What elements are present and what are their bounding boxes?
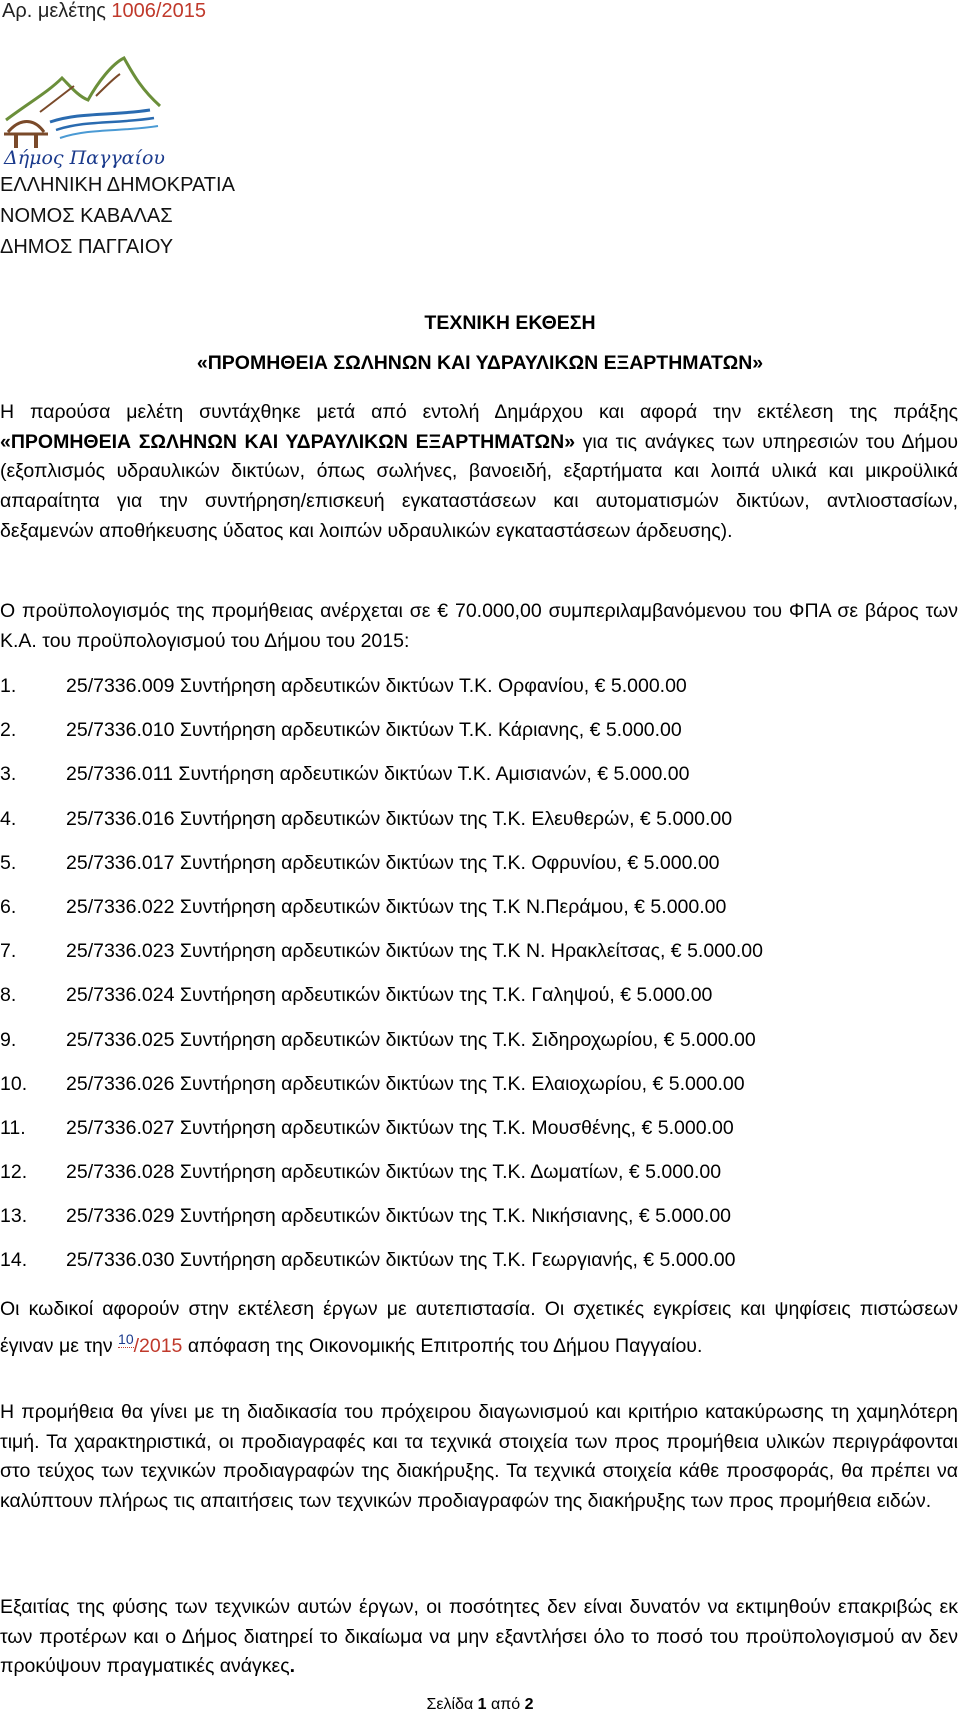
- list-item-number: 7.: [0, 940, 17, 963]
- municipality-logo: [0, 52, 170, 170]
- list-item-number: 14.: [0, 1249, 28, 1272]
- municipality-line: ΔΗΜΟΣ ΠΑΓΓΑΙΟΥ: [0, 236, 174, 258]
- list-item-text: 25/7336.029 Συντήρηση αρδευτικών δικτύων της Τ.Κ. Νικήσιανης, € 5.000.00: [66, 1205, 732, 1228]
- total-pages: 2: [524, 1696, 534, 1713]
- list-item-number: 5.: [0, 851, 17, 874]
- procedure-paragraph: Η προμήθεια θα γίνει με τη διαδικασία του πρόχειρου διαγωνισμού και κριτήριο κατακύρωσης τη χαμηλότερη τιμή. Τα χαρακτηριστικά, οι προδιαγραφές και τα τεχνικά στοιχεία των προς προμήθεια υλικών περιγράφονται στο τεύχος των τεχνικών προδιαγραφών της διακήρυξης. Τα τεχνικά στοιχεία κάθε προσφοράς, θα πρέπει να καλύπτουν πλήρως τις απαιτήσεις των τεχνικών προδιαγραφών της διακήρυξης των προς προμήθεια ειδών.: [0, 1401, 958, 1513]
- list-item-number: 3.: [0, 763, 17, 786]
- logo-mountains-icon: [0, 52, 170, 170]
- list-item-number: 13.: [0, 1205, 28, 1228]
- approval-year: /2015: [133, 1334, 183, 1357]
- list-item-text: 25/7336.025 Συντήρηση αρδευτικών δικτύων της Τ.Κ. Σιδηροχωρίου, € 5.000.00: [66, 1028, 756, 1051]
- document-title: ΤΕΧΝΙΚΗ ΕΚΘΕΣΗ: [424, 312, 596, 334]
- intro-project-name: «ΠΡΟΜΗΘΕΙΑ ΣΩΛΗΝΩΝ ΚΑΙ ΥΔΡΑΥΛΙΚΩΝ ΕΞΑΡΤΗΜΑΤΩΝ»: [0, 430, 576, 453]
- quantities-paragraph: [0, 1593, 958, 1682]
- list-item-text: 25/7336.017 Συντήρηση αρδευτικών δικτύων της Τ.Κ. Οφρυνίου, € 5.000.00: [66, 851, 720, 874]
- study-number-line: [2, 0, 206, 23]
- list-item-text: 25/7336.022 Συντήρηση αρδευτικών δικτύων της Τ.Κ Ν.Περάμου, € 5.000.00: [66, 895, 727, 918]
- list-item-number: 6.: [0, 895, 17, 918]
- page-word: Σελίδα: [426, 1696, 474, 1713]
- study-label: Αρ. μελέτης: [2, 0, 106, 22]
- intro-paragraph: [0, 398, 958, 547]
- of-word: από: [491, 1696, 521, 1713]
- list-item-text: 25/7336.016 Συντήρηση αρδευτικών δικτύων της Τ.Κ. Ελευθερών, € 5.000.00: [66, 807, 733, 830]
- current-page: 1: [477, 1696, 487, 1713]
- list-item-text: 25/7336.011 Συντήρηση αρδευτικών δικτύων Τ.Κ. Αμισιανών, € 5.000.00: [66, 763, 690, 786]
- list-item-text: 25/7336.010 Συντήρηση αρδευτικών δικτύων Τ.Κ. Κάριανης, € 5.000.00: [66, 719, 682, 742]
- country-line: ΕΛΛΗΝΙΚΗ ΔΗΜΟΚΡΑΤΙΑ: [0, 174, 235, 196]
- prefecture-line: ΝΟΜΟΣ ΚΑΒΑΛΑΣ: [0, 205, 173, 227]
- list-item-number: 1.: [0, 675, 17, 697]
- intro-text-end: για τις ανάγκες των υπηρεσιών του Δήμου (εξοπλισμός υδραυλικών δικτύων, όπως σωλήνες, βανοειδή, εξαρτήματα και λοιπά υλικά και μικροϋλικά απαραίτητα για την συντήρηση/επισκευή εγκαταστάσεων και αυτοματισμών δικτύων, αντλιοστασίων, δεξαμενών αποθήκευσης ύδατος και λοιπών υδραυλικών εγκαταστάσεων άρδευσης).: [0, 430, 958, 542]
- approval-text-end: απόφαση της Οικονομικής Επιτροπής του Δήμου Παγγαίου.: [182, 1334, 703, 1357]
- list-item-number: 10.: [0, 1072, 28, 1095]
- list-item-number: 9.: [0, 1028, 17, 1051]
- page-footer: [0, 1696, 960, 1714]
- quantities-end: .: [289, 1655, 296, 1678]
- study-number: 1006/2015: [111, 0, 206, 22]
- quantities-text: Εξαιτίας της φύσης των τεχνικών αυτών έργων, οι ποσότητες δεν είναι δυνατόν να εκτιμηθούν επακριβώς εκ των προτέρων και ο Δήμος διατηρεί το δικαίωμα να μην εξαντλήσει όλο το ποσό του προϋπολογισμού αν δεν προκύψουν πραγματικές ανάγκες: [0, 1596, 958, 1678]
- issuing-authority: [0, 170, 235, 263]
- list-item-number: 12.: [0, 1161, 28, 1184]
- logo-text: Δήμος Παγγαίου: [4, 147, 165, 169]
- approval-paragraph: [0, 1295, 958, 1361]
- list-item-text: 25/7336.023 Συντήρηση αρδευτικών δικτύων της Τ.Κ Ν. Ηρακλείτσας, € 5.000.00: [66, 940, 763, 963]
- list-item-text: 25/7336.030 Συντήρηση αρδευτικών δικτύων της Τ.Κ. Γεωργιανής, € 5.000.00: [66, 1249, 736, 1272]
- list-item-number: 4.: [0, 807, 17, 830]
- approval-number: 10: [118, 1330, 134, 1347]
- project-title: «ΠΡΟΜΗΘΕΙΑ ΣΩΛΗΝΩΝ ΚΑΙ ΥΔΡΑΥΛΙΚΩΝ ΕΞΑΡΤΗΜΑΤΩΝ»: [196, 352, 764, 374]
- list-item-text: 25/7336.027 Συντήρηση αρδευτικών δικτύων της Τ.Κ. Μουσθένης, € 5.000.00: [66, 1116, 734, 1139]
- list-item-number: 11.: [0, 1116, 26, 1139]
- list-item-text: 25/7336.026 Συντήρηση αρδευτικών δικτύων της Τ.Κ. Ελαιοχωρίου, € 5.000.00: [66, 1072, 745, 1095]
- list-item-number: 2.: [0, 719, 17, 742]
- approval-text-start: Οι κωδικοί αφορούν στην εκτέλεση έργων με αυτεπιστασία. Οι σχετικές εγκρίσεις και ψηφίσεις πιστώσεων έγιναν με την: [0, 1298, 958, 1357]
- list-item-text: 25/7336.024 Συντήρηση αρδευτικών δικτύων της Τ.Κ. Γαληψού, € 5.000.00: [66, 984, 713, 1007]
- intro-text-start: Η παρούσα μελέτη συντάχθηκε μετά από εντολή Δημάρχου και αφορά την εκτέλεση της πράξης: [0, 401, 958, 423]
- list-item-number: 8.: [0, 984, 17, 1007]
- budget-paragraph: Ο προϋπολογισμός της προμήθειας ανέρχεται σε € 70.000,00 συμπεριλαμβανόμενου του ΦΠΑ σε βάρος των Κ.Α. του προϋπολογισμού του Δήμου του 2015:: [0, 600, 958, 652]
- list-item-text: 25/7336.009 Συντήρηση αρδευτικών δικτύων Τ.Κ. Ορφανίου, € 5.000.00: [66, 675, 687, 697]
- list-item-text: 25/7336.028 Συντήρηση αρδευτικών δικτύων της Τ.Κ. Δωματίων, € 5.000.00: [66, 1161, 722, 1184]
